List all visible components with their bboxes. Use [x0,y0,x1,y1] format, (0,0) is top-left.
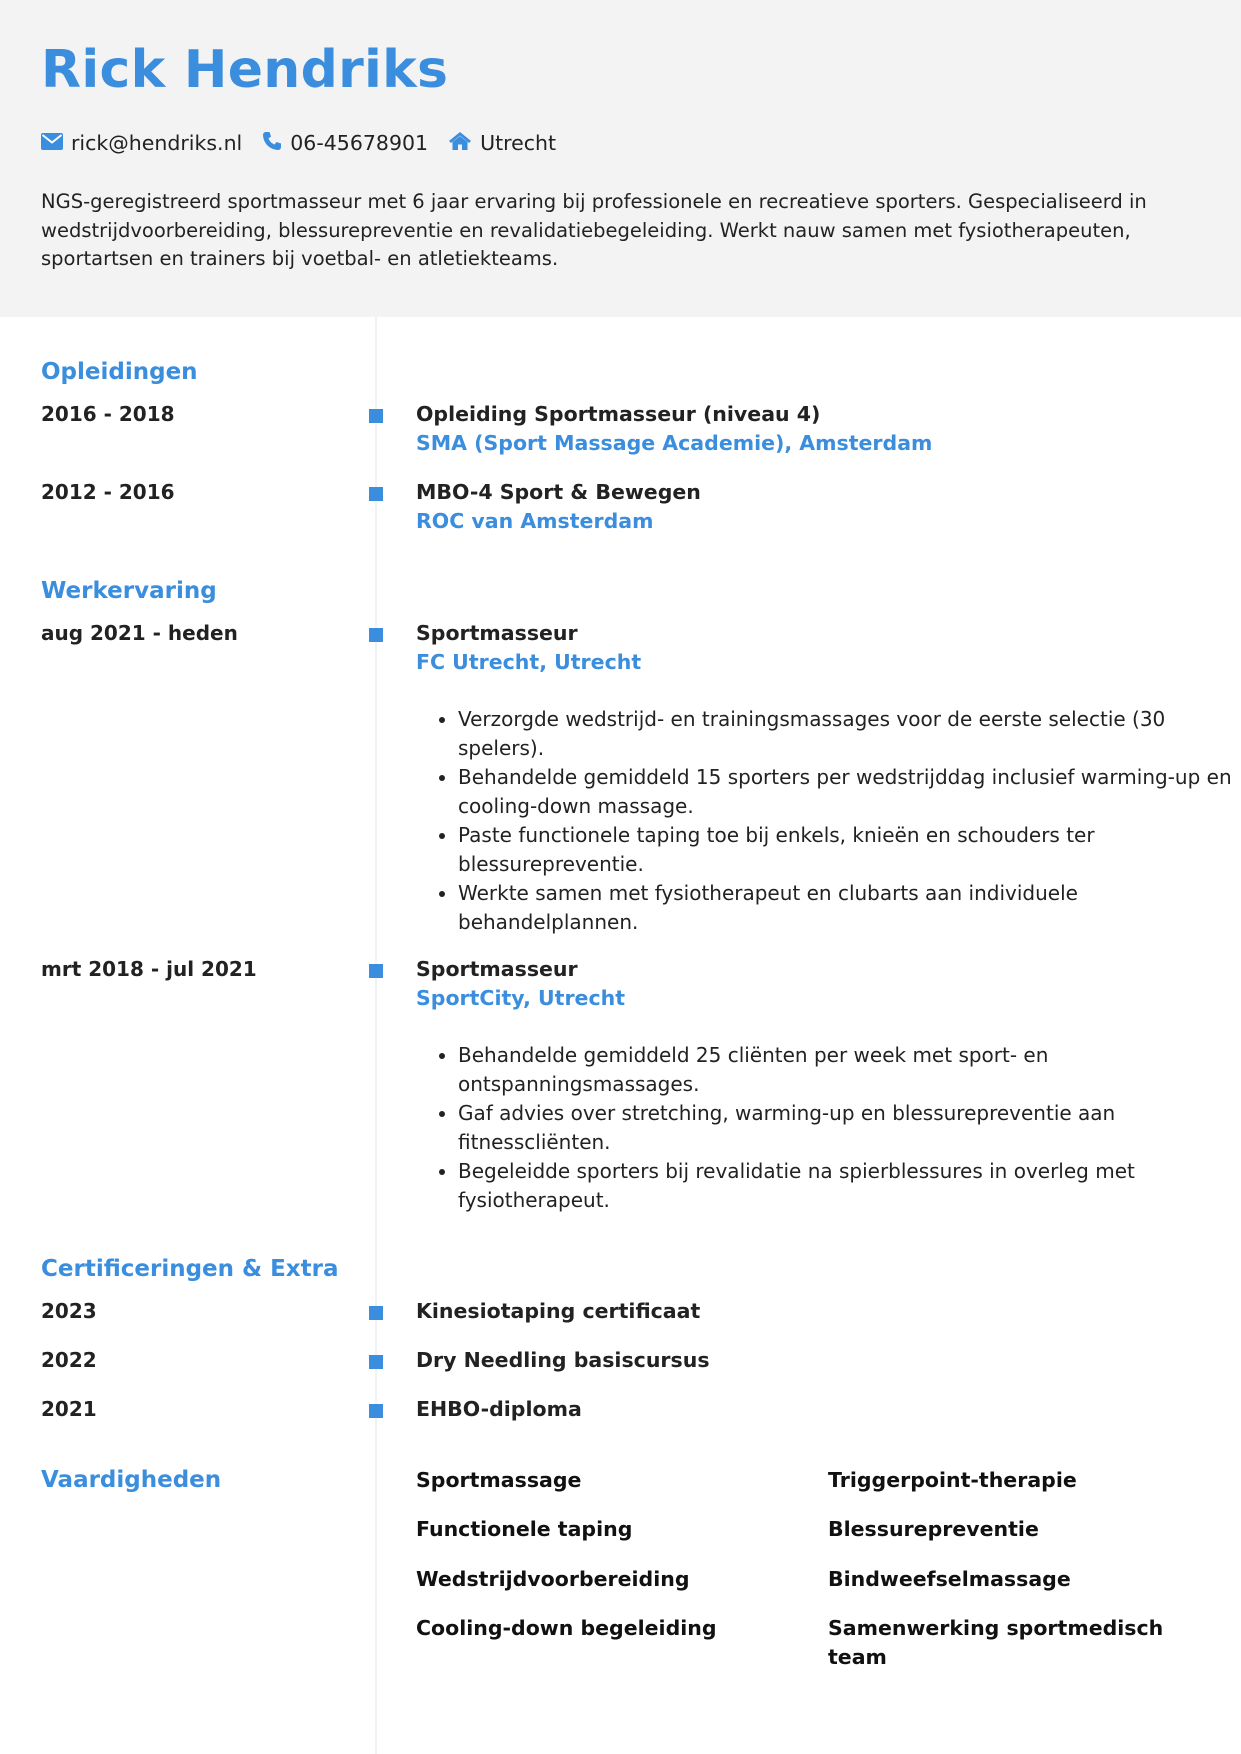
timeline-marker [369,487,383,501]
timeline-marker [369,409,383,423]
job-date: mrt 2018 - jul 2021 [41,957,257,981]
phone-text: 06-45678901 [290,131,429,155]
section-title-certifications: Certificeringen & Extra [41,1256,339,1282]
job-title: Sportmasseur [416,957,578,981]
certification-date: 2022 [41,1348,97,1372]
education-date: 2012 - 2016 [41,480,175,504]
section-title-experience: Werkervaring [41,578,217,604]
contact-city [448,131,556,156]
section-title-education: Opleidingen [41,359,198,385]
profile-summary: NGS-geregistreerd sportmasseur met 6 jaar ervaring bij professionele en recreatieve sporters. Gespecialiseerd in wedstrijdvoorbereiding, blessurepreventie en revalidatiebegeleiding. Werkt nauw samen met fysiotherapeuten, sportartsen en trainers bij voetbal- en atletiekteams. [41,190,1147,270]
job-duties [416,705,1238,937]
certification-title: EHBO-diploma [416,1397,582,1421]
certification-date: 2021 [41,1397,97,1421]
section-title-skills: Vaardigheden [41,1467,222,1493]
duty-item: • Verzorgde wedstrijd- en trainingsmassages voor de eerste selectie (30 spelers). [458,705,1238,763]
skill-item: Bindweefselmassage [828,1567,1071,1591]
education-school: SMA (Sport Massage Academie), Amsterdam [416,431,933,455]
certification-title: Dry Needling basiscursus [416,1348,710,1372]
certification-date: 2023 [41,1299,97,1323]
certification-title: Kinesiotaping certificaat [416,1299,701,1323]
duty-item: • Paste functionele taping toe bij enkels, knieën en schouders ter blessurepreventie. [458,821,1238,879]
timeline-marker [369,1404,383,1418]
education-title: Opleiding Sportmasseur (niveau 4) [416,402,821,426]
timeline-marker [369,628,383,642]
duty-item: • Gaf advies over stretching, warming-up en blessurepreventie aan fitnesscliënten. [458,1099,1238,1157]
duty-item: • Werkte samen met fysiotherapeut en clubarts aan individuele behandelplannen. [458,879,1238,937]
home-icon [448,131,472,156]
skill-item: Blessurepreventie [828,1517,1039,1541]
city-text: Utrecht [480,131,557,155]
timeline-marker [369,1306,383,1320]
skill-item: Wedstrijdvoorbereiding [416,1567,690,1591]
education-title: MBO-4 Sport & Bewegen [416,480,701,504]
education-date: 2016 - 2018 [41,402,175,426]
job-employer: SportCity, Utrecht [416,986,626,1010]
contact-email[interactable] [41,131,242,155]
skill-item: Triggerpoint-therapie [828,1468,1077,1492]
envelope-icon [41,131,63,155]
timeline-marker [369,964,383,978]
timeline-marker [369,1355,383,1369]
contact-bar [41,128,576,158]
header [0,0,1241,317]
phone-icon [262,131,282,156]
candidate-name: Rick Hendriks [41,40,449,100]
skill-item: Functionele taping [416,1517,633,1541]
skill-item: Cooling-down begeleiding [416,1616,717,1640]
job-employer: FC Utrecht, Utrecht [416,650,642,674]
skill-item: Samenwerking sportmedisch team [828,1616,1164,1669]
job-duties [416,1041,1238,1215]
job-title: Sportmasseur [416,621,578,645]
email-text: rick@hendriks.nl [71,131,243,155]
duty-item: • Behandelde gemiddeld 15 sporters per wedstrijddag inclusief warming-up en cooling-down massage. [458,763,1238,821]
duty-item: • Behandelde gemiddeld 25 cliënten per week met sport- en ontspanningsmassages. [458,1041,1238,1099]
job-date: aug 2021 - heden [41,621,238,645]
skill-item: Sportmassage [416,1468,582,1492]
timeline-divider [375,317,377,1754]
duty-item: • Begeleidde sporters bij revalidatie na spierblessures in overleg met fysiotherapeut. [458,1157,1238,1215]
contact-phone[interactable] [262,131,428,156]
education-school: ROC van Amsterdam [416,509,654,533]
